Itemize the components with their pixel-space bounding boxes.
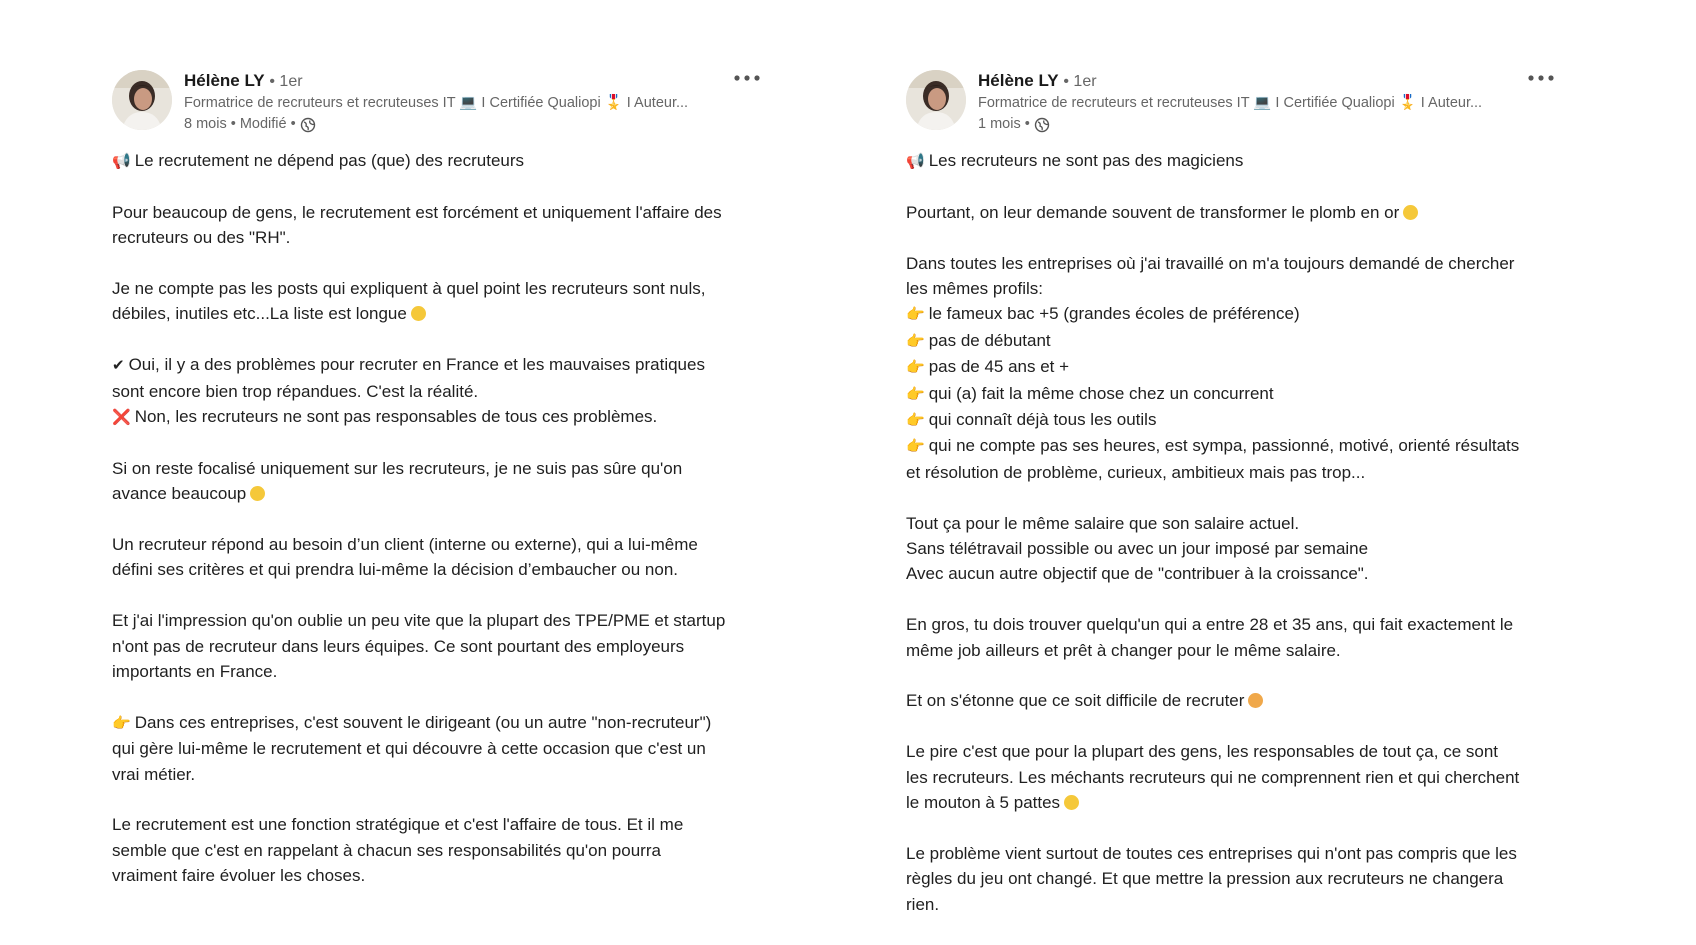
text-segment: le mouton à 5 pattes bbox=[906, 793, 1061, 813]
paragraph bbox=[112, 710, 772, 787]
list-item bbox=[906, 381, 1566, 407]
author-name-line bbox=[184, 70, 724, 93]
list-item bbox=[906, 328, 1566, 354]
paragraph bbox=[112, 200, 772, 251]
connection-degree: • 1er bbox=[1063, 73, 1097, 90]
text-segment: Pourtant, on leur demande souvent de transformer le plomb en or bbox=[906, 202, 1400, 222]
pointing-hand-icon: 👉 bbox=[906, 358, 925, 377]
text-line: Avec aucun autre objectif que de "contribuer à la croissance". bbox=[906, 564, 1369, 584]
list-item bbox=[906, 354, 1566, 380]
text-line: Si on reste focalisé uniquement sur les recruteurs, je ne suis pas sûre qu'on bbox=[112, 458, 683, 478]
post-time: 1 mois • bbox=[978, 116, 1030, 132]
author-meta bbox=[184, 70, 724, 135]
pointing-hand-icon: 👉 bbox=[906, 411, 925, 430]
text-line bbox=[112, 481, 772, 506]
paragraph bbox=[906, 612, 1566, 663]
list-item bbox=[906, 301, 1566, 327]
text-line: Tout ça pour le même salaire que son salaire actuel. bbox=[906, 513, 1300, 533]
paragraph bbox=[112, 276, 772, 327]
post-title: Les recruteurs ne sont pas des magiciens bbox=[928, 151, 1244, 170]
post-timestamp bbox=[184, 114, 724, 135]
pointing-hand-icon: 👉 bbox=[906, 331, 925, 350]
post-title: Le recrutement ne dépend pas (que) des recruteurs bbox=[134, 151, 525, 170]
text-segment: qui ne compte pas ses heures, est sympa, passionné, motivé, orienté résultats bbox=[928, 436, 1520, 456]
text-segment: Oui, il y a des problèmes pour recruter en France et les mauvaises pratiques bbox=[128, 355, 705, 375]
text-line: même job ailleurs et prêt à changer pour le même salaire. bbox=[906, 640, 1341, 660]
text-line: Un recruteur répond au besoin d’un client (interne ou externe), qui a lui-même bbox=[112, 535, 698, 555]
list-item bbox=[906, 407, 1566, 433]
text-segment: Dans ces entreprises, c'est souvent le dirigeant (ou un autre "non-recruteur") bbox=[134, 712, 712, 732]
post-time: 8 mois • Modifié • bbox=[184, 116, 296, 132]
globe-icon bbox=[1034, 117, 1050, 133]
text-line: défini ses critères et qui prendra lui-même la décision d’embaucher ou non. bbox=[112, 560, 679, 580]
text-line bbox=[906, 688, 1566, 713]
smile-emoji-icon bbox=[1064, 795, 1079, 810]
text-line: n'ont pas de recruteur dans leurs équipes. Ce sont pourtant des employeurs bbox=[112, 636, 685, 656]
text-line: En gros, tu dois trouver quelqu'un qui a entre 28 et 35 ans, qui fait exactement le bbox=[906, 615, 1514, 635]
megaphone-icon: 📢 bbox=[112, 152, 131, 170]
post-header bbox=[906, 66, 1566, 136]
text-line: Le pire c'est que pour la plupart des gens, les responsables de tout ça, ce sont bbox=[906, 742, 1499, 762]
text-line bbox=[112, 301, 772, 326]
text-line: Je ne compte pas les posts qui expliquent à quel point les recruteurs sont nuls, bbox=[112, 279, 706, 298]
text-line: vraiment faire évoluer les choses. bbox=[112, 866, 366, 886]
author-meta bbox=[978, 70, 1518, 135]
text-line: Et j'ai l'impression qu'on oublie un peu vite que la plupart des TPE/PME et startup bbox=[112, 611, 726, 631]
text-line: Le problème vient surtout de toutes ces entreprises qui n'ont pas compris que les bbox=[906, 843, 1517, 863]
text-line: importants en France. bbox=[112, 662, 278, 682]
author-name-line bbox=[978, 70, 1518, 93]
text-segment: pas de 45 ans et + bbox=[928, 357, 1070, 377]
text-segment: qui (a) fait la même chose chez un concurrent bbox=[928, 383, 1274, 403]
post-title-line bbox=[112, 148, 772, 174]
connection-degree: • 1er bbox=[269, 73, 303, 90]
pointing-hand-icon: 👉 bbox=[906, 384, 925, 403]
text-line: Sans télétravail possible ou avec un jour imposé par semaine bbox=[906, 539, 1369, 559]
paragraph bbox=[906, 200, 1566, 225]
text-line bbox=[112, 404, 772, 430]
text-segment: Et on s'étonne que ce soit difficile de recruter bbox=[906, 691, 1245, 711]
text-line bbox=[906, 790, 1566, 815]
text-line: Le recrutement est une fonction stratégique et c'est l'affaire de tous. Et il me bbox=[112, 815, 684, 835]
post-card-right bbox=[906, 66, 1566, 942]
text-line: rien. bbox=[906, 894, 940, 914]
more-options-button[interactable] bbox=[730, 66, 764, 90]
post-body bbox=[906, 148, 1566, 917]
text-segment: pas de débutant bbox=[928, 330, 1051, 350]
avatar[interactable] bbox=[112, 70, 172, 130]
text-segment: qui connaît déjà tous les outils bbox=[928, 410, 1157, 430]
paragraph bbox=[906, 251, 1566, 486]
text-line: qui gère lui-même le recrutement et qui découvre à cette occasion que c'est un bbox=[112, 739, 706, 759]
more-options-button[interactable] bbox=[1524, 66, 1558, 90]
pointing-hand-icon: 👉 bbox=[112, 713, 131, 732]
post-timestamp bbox=[978, 114, 1518, 135]
text-line: Dans toutes les entreprises où j'ai travaillé on m'a toujours demandé de chercher bbox=[906, 253, 1515, 273]
text-line bbox=[112, 352, 772, 378]
cross-icon: ❌ bbox=[112, 408, 131, 427]
paragraph bbox=[906, 739, 1566, 815]
text-segment: avance beaucoup bbox=[112, 484, 247, 504]
check-icon: ✔ bbox=[112, 356, 125, 375]
paragraph bbox=[112, 812, 772, 888]
text-line: semble que c'est en rappelant à chacun ses responsabilités qu'on pourra bbox=[112, 840, 661, 860]
text-line: règles du jeu ont changé. Et que mettre la pression aux recruteurs ne changera bbox=[906, 869, 1504, 889]
author-headline: Formatrice de recruteurs et recruteuses IT 💻 I Certifiée Qualiopi 🎖️ I Auteur... bbox=[978, 95, 1483, 111]
text-segment: débiles, inutiles etc...La liste est longue bbox=[112, 304, 407, 324]
list-item bbox=[906, 433, 1566, 459]
text-line: recruteurs ou des "RH". bbox=[112, 228, 291, 248]
text-line: sont encore bien trop répandues. C'est la réalité. bbox=[112, 381, 479, 401]
text-line: vrai métier. bbox=[112, 764, 196, 784]
paragraph bbox=[112, 608, 772, 684]
pointing-hand-icon: 👉 bbox=[906, 305, 925, 324]
post-body bbox=[112, 148, 772, 889]
author-name[interactable]: Hélène LY bbox=[978, 71, 1059, 90]
post-card-left bbox=[112, 66, 772, 914]
eye-roll-emoji-icon bbox=[250, 486, 265, 501]
text-line: et résolution de problème, curieux, ambitieux mais pas trop... bbox=[906, 462, 1366, 482]
avatar[interactable] bbox=[906, 70, 966, 130]
more-dots-icon bbox=[734, 75, 760, 81]
text-line: Pour beaucoup de gens, le recrutement est forcément et uniquement l'affaire des bbox=[112, 202, 722, 222]
paragraph bbox=[112, 532, 772, 583]
eye-roll-emoji-icon bbox=[1403, 205, 1418, 220]
text-line bbox=[906, 200, 1566, 225]
text-line: les mêmes profils: bbox=[906, 279, 1043, 298]
globe-icon bbox=[300, 117, 316, 133]
text-segment: Non, les recruteurs ne sont pas responsables de tous ces problèmes. bbox=[134, 407, 658, 427]
text-line bbox=[112, 710, 772, 736]
megaphone-icon: 📢 bbox=[906, 152, 925, 170]
paragraph bbox=[906, 841, 1566, 917]
paragraph bbox=[112, 352, 772, 430]
facepalm-emoji-icon bbox=[1248, 693, 1263, 708]
paragraph bbox=[112, 456, 772, 507]
more-dots-icon bbox=[1528, 75, 1554, 81]
grimace-emoji-icon bbox=[411, 306, 426, 321]
post-header bbox=[112, 66, 772, 136]
author-name[interactable]: Hélène LY bbox=[184, 71, 265, 90]
text-line: les recruteurs. Les méchants recruteurs qui ne comprennent rien et qui cherchent bbox=[906, 767, 1520, 787]
text-segment: le fameux bac +5 (grandes écoles de préférence) bbox=[928, 304, 1300, 324]
pointing-hand-icon: 👉 bbox=[906, 437, 925, 456]
paragraph bbox=[906, 688, 1566, 713]
post-title-line bbox=[906, 148, 1566, 174]
paragraph bbox=[906, 511, 1566, 587]
author-headline: Formatrice de recruteurs et recruteuses IT 💻 I Certifiée Qualiopi 🎖️ I Auteur... bbox=[184, 95, 689, 111]
